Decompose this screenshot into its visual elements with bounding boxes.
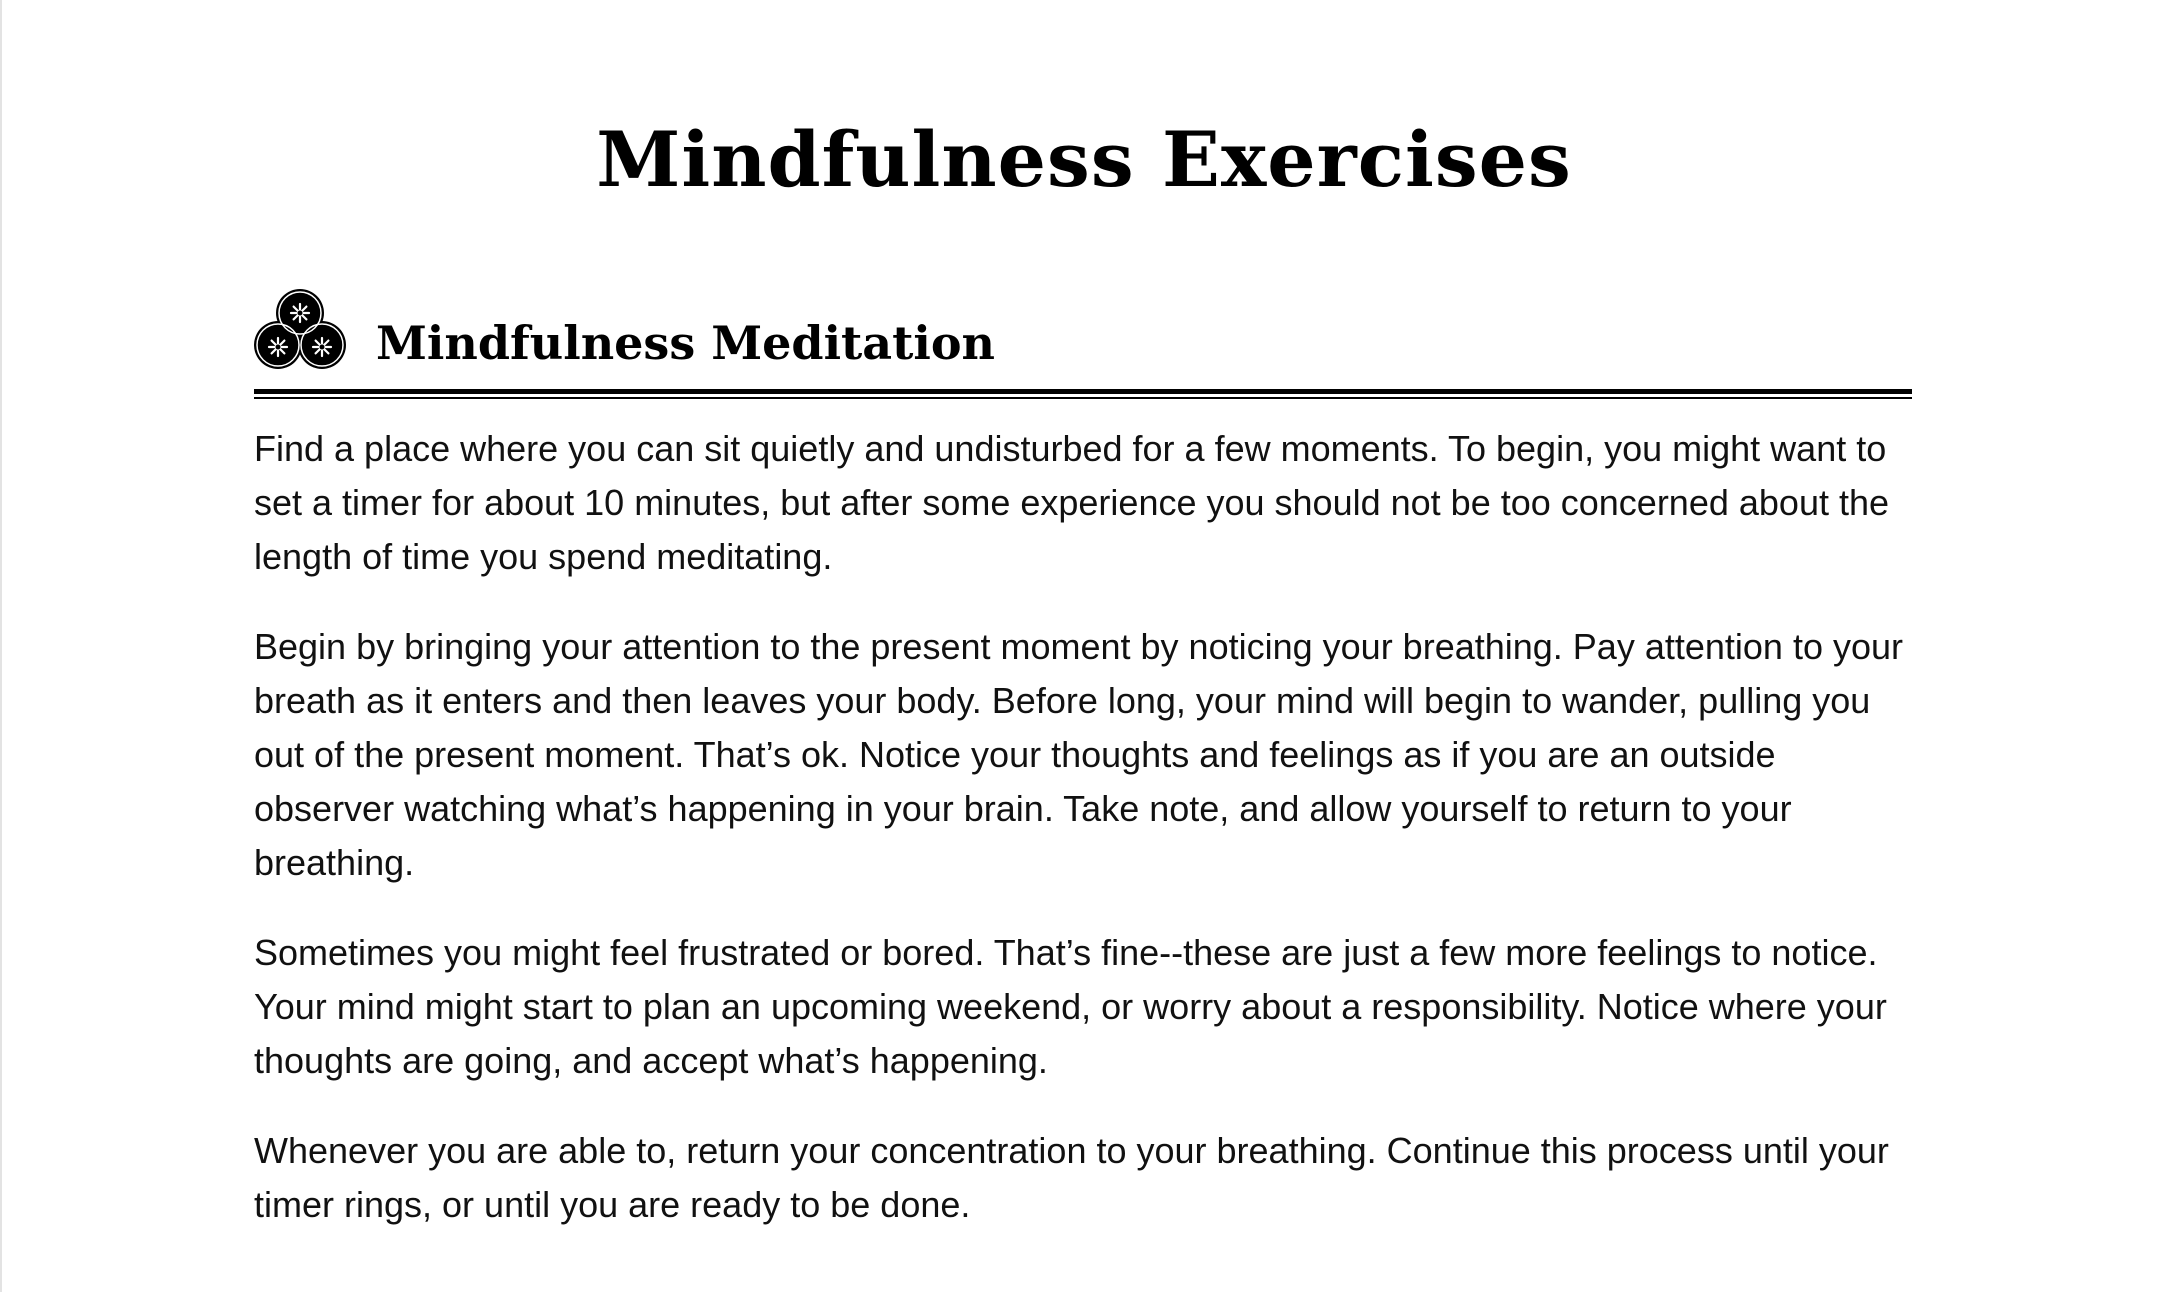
document-title: Mindfulness Exercises [596,115,1572,204]
paragraph-4: Whenever you are able to, return your concentration to your breathing. Continue this process until your timer rings, or until you are ready to be done. [254,1130,1889,1225]
section-rule-thin [254,397,1912,399]
meditation-circles-icon [254,287,346,373]
paragraph-2: Begin by bringing your attention to the present moment by noticing your breathing. Pay attention to your breath as it enters and then leaves your body. Before long, your mind will begin to wander, pulling you out of the present moment. That’s ok. Notice your thoughts and feelings as if you are an outside observer watching what’s happening in your brain. Take note, and allow yourself to return to your breathing. [254,626,1904,883]
section-rule-thick [254,389,1912,394]
section-body [254,422,1924,1268]
page-edge [0,0,2,1292]
paragraph-1: Find a place where you can sit quietly and undisturbed for a few moments. To begin, you might want to set a timer for about 10 minutes, but after some experience you should not be too concerned about the length of time you spend meditating. [254,428,1890,577]
section-header [254,285,1912,399]
paragraph-3: Sometimes you might feel frustrated or bored. That’s fine--these are just a few more feelings to notice. Your mind might start to plan an upcoming weekend, or worry about a responsibility. Notice where your thoughts are going, and accept what’s happening. [254,932,1887,1081]
section-title: Mindfulness Meditation [376,316,995,370]
